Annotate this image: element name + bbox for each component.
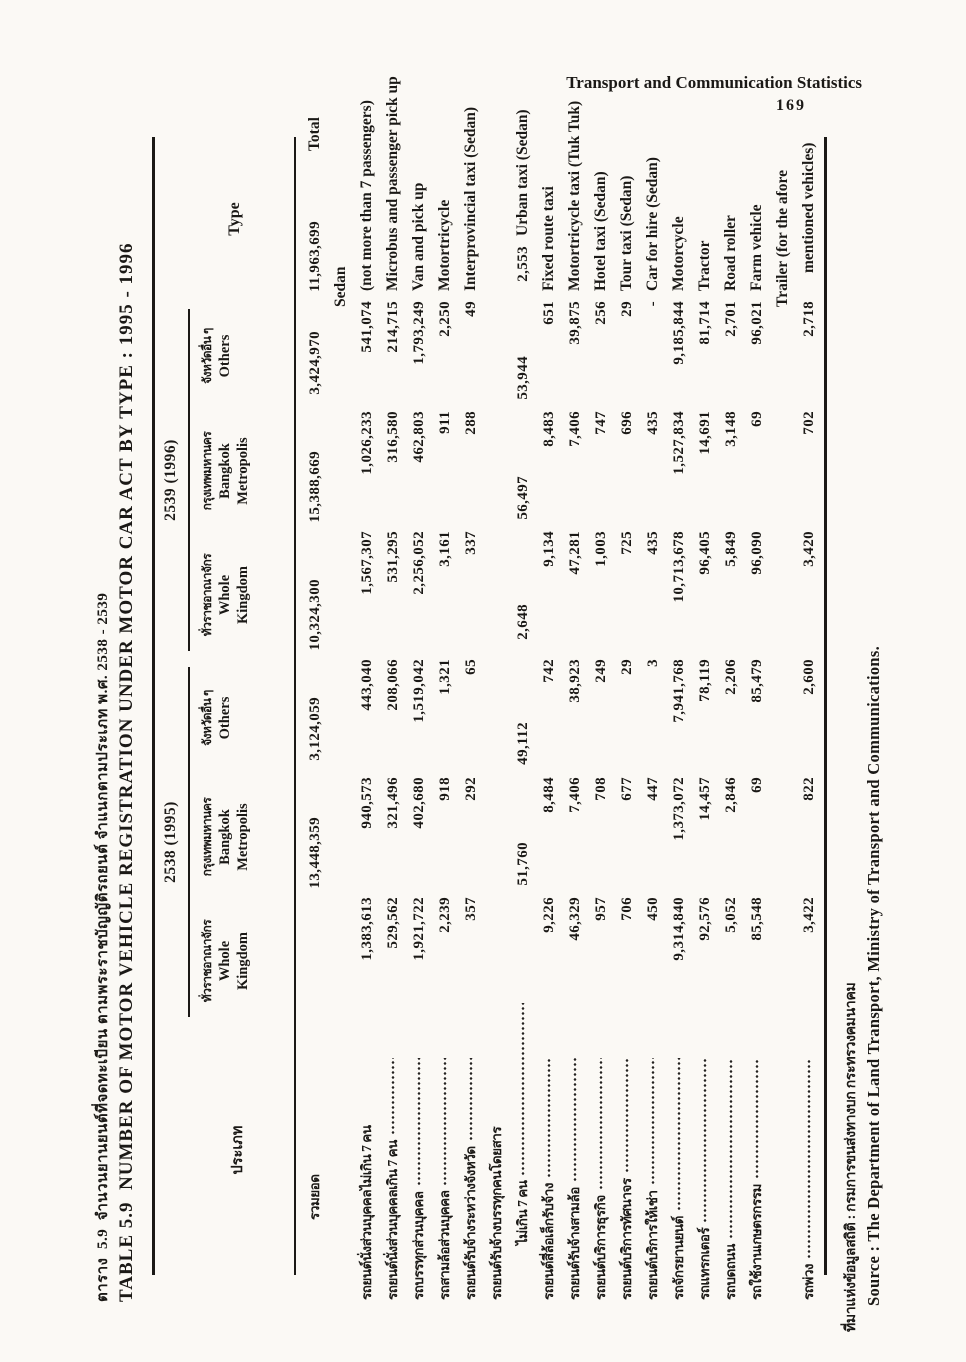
cell-1995-bangkok-metropolis: 321,496 (385, 777, 401, 829)
cell-1996-others: 651 (541, 301, 557, 325)
table-row (796, 137, 822, 1300)
cell-1995-whole-kingdom: 85,548 (749, 897, 765, 941)
row-label-text: รถยนต์บริการให้เช่า (645, 1190, 660, 1300)
cell-1995-others: 742 (541, 659, 557, 683)
cell-1995-bangkok-metropolis: 447 (645, 777, 661, 801)
cell-1995-bangkok-metropolis: 708 (593, 777, 609, 801)
table-row (692, 137, 718, 1300)
table-title-english: TABLE 5.9 NUMBER OF MOTOR VEHICLE REGISTRATION UNDER MOTOR CAR ACT BY TYPE : 1995 - 1996 (116, 242, 137, 1302)
cell-1996-bangkok-metropolis: 8,483 (541, 411, 557, 447)
cell-1995-whole-kingdom: 706 (619, 897, 635, 921)
row-label-thai (432, 1050, 458, 1300)
cell-1996-bangkok-metropolis: 316,580 (385, 411, 401, 463)
dotted-leader (625, 1058, 629, 1173)
column-header-1996-others (200, 301, 234, 411)
column-header-1996-whole-kingdom (200, 531, 253, 659)
row-label-thai (666, 1050, 692, 1300)
row-label-thai (796, 1050, 822, 1300)
dotted-leader (417, 1058, 421, 1186)
cell-1995-others: 29 (619, 659, 635, 675)
cell-1995-others: 78,119 (697, 659, 713, 702)
cell-1996-whole-kingdom: 15,388,669 (307, 451, 323, 523)
row-label-thai (588, 1050, 614, 1300)
cell-1996-bangkok-metropolis: 911 (437, 411, 453, 434)
dotted-leader (703, 1058, 707, 1223)
row-label-text: รวมยอด (307, 1174, 322, 1220)
dotted-leader (755, 1058, 759, 1179)
table-row (744, 137, 770, 1300)
column-header-1996-bangkok-metropolis (200, 411, 253, 531)
dotted-leader (547, 1058, 551, 1178)
row-label-text: รถแทรกเตอร์ (697, 1227, 712, 1300)
cell-1996-bangkok-metropolis: 7,406 (567, 411, 583, 447)
cell-1996-whole-kingdom: 435 (645, 531, 661, 555)
column-header-english-label: Others (216, 696, 233, 740)
cell-1995-bangkok-metropolis: 7,406 (567, 777, 583, 813)
table-row (432, 137, 458, 1300)
row-type-english: Motortricycle taxi (Tuk Tuk) (566, 100, 583, 291)
cell-1995-others: 3 (645, 659, 661, 667)
row-label-text: รถยนต์รับจ้างสามล้อ (567, 1187, 582, 1300)
cell-1996-whole-kingdom: 56,497 (515, 476, 531, 520)
dotted-leader (391, 1058, 395, 1135)
table-row (640, 137, 666, 1300)
header-bottom-rule (294, 137, 296, 1275)
row-type-english: (not more than 7 passengers) (358, 100, 375, 291)
cell-1996-bangkok-metropolis: 53,944 (515, 356, 531, 400)
table-row (328, 137, 354, 1275)
cell-1996-whole-kingdom: 2,256,052 (411, 531, 427, 595)
cell-1996-whole-kingdom: 5,849 (723, 531, 739, 567)
cell-1995-bangkok-metropolis: 822 (801, 777, 817, 801)
cell-1995-others: 2,600 (801, 659, 817, 695)
dotted-leader (729, 1058, 733, 1239)
cell-1995-whole-kingdom: 46,329 (567, 897, 583, 941)
running-header-title: Transport and Communication Statistics (566, 73, 862, 92)
cell-1996-others: 2,250 (437, 301, 453, 337)
table-row (718, 137, 744, 1300)
row-label-text: รถสามล้อส่วนบุคคล (437, 1190, 452, 1300)
cell-1995-bangkok-metropolis: 14,457 (697, 777, 713, 821)
cell-1995-whole-kingdom: 957 (593, 897, 609, 921)
table-top-rule (152, 137, 155, 1275)
row-label-text: รถยนต์นั่งส่วนบุคคลเกิน 7 คน (385, 1140, 400, 1300)
cell-1995-others: 38,923 (567, 659, 583, 703)
cell-1995-whole-kingdom: 2,239 (437, 897, 453, 933)
cell-1995-bangkok-metropolis: 69 (749, 777, 765, 793)
cell-1996-bangkok-metropolis: 1,026,233 (359, 411, 375, 475)
column-header-thai-label: ทั่วราชอาณาจักร (200, 553, 214, 637)
cell-1995-others: 208,066 (385, 659, 401, 711)
cell-1996-others: 2,718 (801, 301, 817, 337)
row-label-thai (718, 1050, 744, 1300)
cell-1995-bangkok-metropolis: 49,112 (515, 722, 531, 765)
row-label-thai (640, 1050, 666, 1300)
table-title-thai: ตาราง 5.9 จำนวนยานยนต์ที่จดทะเบียน ตามพระราชบัญญัติรถยนต์ จำแนกตามประเภท พ.ศ. 2538 - 2539 (95, 592, 111, 1302)
table-row (770, 137, 796, 1275)
table-row (562, 100, 588, 1300)
row-label-text: รถใช้งานเกษตรกรรม (749, 1184, 764, 1300)
cell-1995-whole-kingdom: 13,448,359 (307, 817, 323, 889)
cell-1996-others: 11,963,699 (307, 221, 323, 292)
page-number: 169 (776, 96, 806, 114)
table-row (666, 137, 692, 1300)
table-row (510, 109, 536, 1275)
column-header-english-label: Metropolis (235, 437, 252, 505)
row-type-english: Hotel taxi (Sedan) (592, 171, 609, 291)
cell-1996-bangkok-metropolis: 462,803 (411, 411, 427, 463)
column-header-english-label: Metropolis (235, 803, 252, 871)
row-type-english: Interprovincial taxi (Sedan) (462, 107, 479, 291)
dotted-leader (443, 1058, 447, 1186)
row-label-thai (692, 1050, 718, 1300)
cell-1996-bangkok-metropolis: 69 (749, 411, 765, 427)
row-label-thai (562, 1050, 588, 1300)
row-type-english: Motorcycle (670, 216, 687, 291)
cell-1996-whole-kingdom: 96,405 (697, 531, 713, 575)
table-row (614, 137, 640, 1300)
row-type-english: Farm vehicle (748, 204, 765, 291)
table-row (484, 137, 510, 1300)
cell-1995-others: 1,321 (437, 659, 453, 695)
cell-1996-whole-kingdom: 337 (463, 531, 479, 555)
cell-1996-others: 541,074 (359, 301, 375, 353)
cell-1995-others: 2,206 (723, 659, 739, 695)
cell-1996-bangkok-metropolis: 1,527,834 (671, 411, 687, 475)
column-header-row (196, 137, 294, 1275)
column-header-type-thai: ประเภท (230, 1125, 246, 1175)
cell-1996-whole-kingdom: 725 (619, 531, 635, 555)
column-header-english-label: Kingdom (235, 932, 252, 991)
table-row (536, 137, 562, 1300)
cell-1995-bangkok-metropolis: 940,573 (359, 777, 375, 829)
column-header-english-label: Whole (216, 574, 233, 616)
cell-1996-others: 2,553 (515, 246, 531, 282)
cell-1995-bangkok-metropolis: 2,846 (723, 777, 739, 813)
cell-1996-bangkok-metropolis: 747 (593, 411, 609, 435)
row-label-text: รถยนต์นั่งส่วนบุคคลไม่เกิน 7 คน (359, 1125, 374, 1300)
row-type-english: Tour taxi (Sedan) (618, 175, 635, 291)
cell-1996-whole-kingdom: 1,003 (593, 531, 609, 567)
row-label-thai (744, 1050, 770, 1300)
cell-1995-whole-kingdom: 1,921,722 (411, 897, 427, 961)
cell-1996-others: 81,714 (697, 301, 713, 345)
cell-1995-whole-kingdom: 450 (645, 897, 661, 921)
table-row (354, 100, 380, 1300)
cell-1996-whole-kingdom: 3,161 (437, 531, 453, 567)
column-header-1995-others (200, 659, 234, 777)
cell-1996-whole-kingdom: 10,713,678 (671, 531, 687, 603)
cell-1995-bangkok-metropolis: 677 (619, 777, 635, 801)
cell-1995-whole-kingdom: 9,314,840 (671, 897, 687, 961)
row-type-english: Microbus and passenger pick up (384, 76, 401, 291)
cell-1995-whole-kingdom: 529,562 (385, 897, 401, 949)
column-header-thai-label: จังหวัดอื่น ๆ (200, 690, 214, 746)
year-header-1995: 2538 (1995) (162, 801, 179, 883)
cell-1996-others: 49 (463, 301, 479, 317)
row-label-text: รถยนต์บริการธุรกิจ (593, 1195, 608, 1300)
cell-1996-whole-kingdom: 3,420 (801, 531, 817, 567)
cell-1995-others: 443,040 (359, 659, 375, 711)
row-label-text: รถยนต์บริการทัศนาจร (619, 1178, 634, 1300)
column-header-english-label: Kingdom (235, 566, 252, 625)
cell-1996-bangkok-metropolis: 3,424,970 (307, 331, 323, 395)
dotted-leader (599, 1058, 603, 1190)
table-row (380, 76, 406, 1300)
column-header-thai-label: กรุงเทพมหานคร (200, 431, 214, 511)
cell-1996-others: 39,875 (567, 301, 583, 345)
cell-1995-whole-kingdom: 3,422 (801, 897, 817, 933)
cell-1995-bangkok-metropolis: 1,373,072 (671, 777, 687, 841)
cell-1996-whole-kingdom: 9,134 (541, 531, 557, 567)
table-row (588, 137, 614, 1300)
cell-1996-whole-kingdom: 531,295 (385, 531, 401, 583)
cell-1995-bangkok-metropolis: 3,124,059 (307, 697, 323, 761)
row-label-text: รถพ่วง (801, 1264, 816, 1300)
cell-1996-others: 2,701 (723, 301, 739, 337)
cell-1996-others: 96,021 (749, 301, 765, 345)
row-label-thai (406, 1050, 432, 1300)
cell-1996-whole-kingdom: 96,090 (749, 531, 765, 575)
row-label-text: รถยนต์รับจ้างบรรทุกคนโดยสาร (489, 1126, 504, 1300)
row-type-english: Total (306, 117, 323, 151)
cell-1996-bangkok-metropolis: 702 (801, 411, 817, 435)
cell-1995-others: 7,941,768 (671, 659, 687, 723)
cell-1995-whole-kingdom: 51,760 (515, 842, 531, 886)
cell-1995-bangkok-metropolis: 292 (463, 777, 479, 801)
table-row (302, 117, 328, 1275)
row-type-english: Road roller (722, 215, 739, 291)
row-label-thai (510, 995, 536, 1300)
column-header-type-english: Type (226, 202, 243, 236)
row-label-thai (614, 1050, 640, 1300)
table-row (406, 137, 432, 1300)
cell-1996-others: 9,185,844 (671, 301, 687, 365)
source-note-english: Source : The Department of Land Transport, Ministry of Transport and Communications. (864, 645, 883, 1306)
cell-1995-bangkok-metropolis: 402,680 (411, 777, 427, 829)
cell-1995-whole-kingdom: 92,576 (697, 897, 713, 941)
dotted-leader (521, 1003, 525, 1176)
source-note-thai: ที่มาแห่งข้อมูลสถิติ : กรมการขนส่งทางบก กระทรวงคมนาคม (844, 982, 859, 1332)
row-type-english: Car for hire (Sedan) (644, 157, 661, 291)
row-type-english: mentioned vehicles) (800, 142, 817, 273)
cell-1995-whole-kingdom: 357 (463, 897, 479, 921)
column-header-thai-label: กรุงเทพมหานคร (200, 797, 214, 877)
cell-1996-whole-kingdom: 1,567,307 (359, 531, 375, 595)
cell-1996-bangkok-metropolis: 435 (645, 411, 661, 435)
column-header-thai-label: จังหวัดอื่น ๆ (200, 328, 214, 384)
cell-1995-others: 10,324,300 (307, 579, 323, 651)
cell-1996-bangkok-metropolis: 696 (619, 411, 635, 435)
cell-1996-whole-kingdom: 47,281 (567, 531, 583, 575)
cell-1996-others: - (645, 301, 661, 307)
row-label-text: ไม่เกิน 7 คน (515, 1180, 530, 1245)
cell-1995-whole-kingdom: 1,383,613 (359, 897, 375, 961)
row-type-english: Fixed route taxi (540, 186, 557, 291)
row-label-text: รถยนต์สี่ล้อเล็กรับจ้าง (541, 1183, 556, 1300)
cell-1995-others: 249 (593, 659, 609, 683)
row-label-thai (302, 970, 328, 1300)
cell-1995-others: 2,648 (515, 604, 531, 640)
dotted-leader (677, 1058, 681, 1211)
dotted-leader (469, 1058, 473, 1141)
cell-1995-whole-kingdom: 5,052 (723, 897, 739, 933)
row-label-text: รถยนต์รับจ้างระหว่างจังหวัด (463, 1146, 478, 1300)
row-label-thai (354, 1050, 380, 1300)
cell-1995-others: 65 (463, 659, 479, 675)
column-header-english-label: Whole (216, 940, 233, 982)
cell-1995-others: 85,479 (749, 659, 765, 703)
row-type-english: Tractor (696, 240, 713, 291)
row-type-english: Urban taxi (Sedan) (514, 109, 531, 236)
cell-1996-bangkok-metropolis: 3,148 (723, 411, 739, 447)
cell-1996-others: 214,715 (385, 301, 401, 353)
row-label-text: รถจักรยานยนต์ (671, 1216, 686, 1300)
cell-1995-others: 1,519,042 (411, 659, 427, 723)
row-label-thai (458, 1050, 484, 1300)
column-header-english-label: Bangkok (216, 809, 233, 865)
column-header-thai-label: ทั่วราชอาณาจักร (200, 919, 214, 1003)
year-header-1996: 2539 (1996) (162, 439, 179, 521)
row-label-thai (380, 1050, 406, 1300)
column-header-english-label: Bangkok (216, 443, 233, 499)
cell-1995-bangkok-metropolis: 918 (437, 777, 453, 801)
column-header-1995-bangkok-metropolis (200, 777, 253, 897)
row-type-english: Sedan (332, 266, 349, 307)
dotted-leader (573, 1058, 577, 1182)
row-label-text: รถบดถนน (723, 1244, 738, 1300)
table-row (458, 107, 484, 1300)
dotted-leader (651, 1058, 655, 1185)
cell-1995-bangkok-metropolis: 8,484 (541, 777, 557, 813)
cell-1996-others: 29 (619, 301, 635, 317)
dotted-leader (807, 1058, 811, 1259)
cell-1995-whole-kingdom: 9,226 (541, 897, 557, 933)
cell-1996-bangkok-metropolis: 14,691 (697, 411, 713, 455)
table-bottom-rule (824, 137, 827, 1275)
row-label-thai (484, 1050, 510, 1300)
year-1996-bracket-rule (188, 309, 190, 651)
year-1995-bracket-rule (188, 667, 190, 1017)
cell-1996-others: 1,793,249 (411, 301, 427, 365)
row-label-text: รถบรรทุกส่วนบุคคล (411, 1191, 426, 1300)
row-label-thai (536, 1050, 562, 1300)
column-header-1995-whole-kingdom (200, 897, 253, 1025)
row-type-english: Van and pick up (410, 182, 427, 291)
cell-1996-others: 256 (593, 301, 609, 325)
cell-1996-bangkok-metropolis: 288 (463, 411, 479, 435)
column-header-english-label: Others (216, 334, 233, 378)
row-type-english: Motortricycle (436, 199, 453, 291)
row-type-english: Trailer (for the afore (774, 169, 791, 307)
